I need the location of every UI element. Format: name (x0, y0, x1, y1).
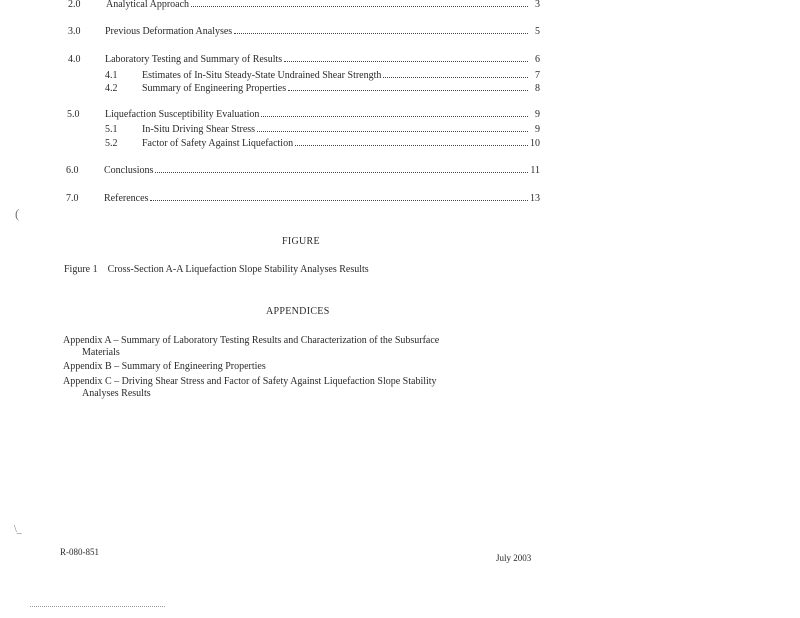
appendix-c-continuation: Analyses Results (82, 388, 151, 399)
document-number: R-080-851 (60, 547, 99, 557)
toc-number: 4.2 (105, 83, 118, 94)
toc-leader (295, 145, 528, 146)
appendix-c-line: Appendix C – Driving Shear Stress and Factor of Safety Against Liquefaction Slope Stability (63, 376, 437, 387)
toc-page: 13 (530, 193, 540, 204)
toc-number: 4.1 (105, 70, 118, 81)
toc-page: 9 (535, 109, 540, 120)
scan-artifact-line (30, 606, 165, 607)
toc-entry-5-1 (105, 124, 540, 136)
toc-page: 5 (535, 26, 540, 37)
toc-number: 6.0 (66, 165, 79, 176)
toc-entry-7-0 (66, 193, 540, 205)
figure-heading: FIGURE (282, 236, 320, 247)
toc-title: Analytical Approach (106, 0, 190, 10)
toc-number: 5.1 (105, 124, 118, 135)
toc-page: 3 (535, 0, 540, 10)
toc-entry-5-0 (67, 109, 540, 121)
toc-leader (261, 116, 528, 117)
toc-leader (234, 33, 528, 34)
toc-title: Factor of Safety Against Liquefaction (142, 138, 294, 149)
appendix-b-line: Appendix B – Summary of Engineering Properties (63, 361, 266, 372)
toc-title: Laboratory Testing and Summary of Results (105, 54, 283, 65)
toc-page: 6 (535, 54, 540, 65)
toc-page: 10 (530, 138, 540, 149)
toc-number: 5.2 (105, 138, 118, 149)
toc-number: 7.0 (66, 193, 79, 204)
toc-leader (155, 172, 528, 173)
toc-page: 8 (535, 83, 540, 94)
toc-entry-2-0 (68, 0, 540, 11)
toc-leader (383, 77, 528, 78)
toc-leader (288, 90, 528, 91)
toc-page: 9 (535, 124, 540, 135)
scan-mark: \_ (14, 524, 22, 535)
document-date: July 2003 (496, 553, 532, 563)
toc-title: References (104, 193, 149, 204)
toc-entry-4-0 (68, 54, 540, 66)
toc-number: 5.0 (67, 109, 80, 120)
toc-leader (284, 61, 528, 62)
toc-number: 2.0 (68, 0, 81, 10)
toc-leader (257, 131, 528, 132)
toc-entry-3-0 (68, 26, 540, 38)
appendices-heading: APPENDICES (266, 306, 330, 317)
toc-page: 11 (530, 165, 540, 176)
toc-title: Conclusions (104, 165, 154, 176)
toc-title: Summary of Engineering Properties (142, 83, 287, 94)
toc-leader (150, 200, 528, 201)
toc-entry-4-2 (105, 83, 540, 95)
scan-mark: ( (15, 206, 20, 221)
toc-entry-4-1 (105, 70, 540, 82)
appendix-a-line: Appendix A – Summary of Laboratory Testing Results and Characterization of the Subsurface (63, 335, 440, 346)
toc-entry-5-2 (105, 138, 540, 150)
toc-title: Estimates of In-Situ Steady-State Undrained Shear Strength (142, 70, 382, 81)
toc-page: 7 (535, 70, 540, 81)
toc-number: 4.0 (68, 54, 81, 65)
figure-entry: Figure 1 Cross-Section A-A Liquefaction Slope Stability Analyses Results (64, 264, 369, 275)
toc-title: In-Situ Driving Shear Stress (142, 124, 256, 135)
toc-entry-6-0 (66, 165, 540, 177)
toc-title: Previous Deformation Analyses (105, 26, 233, 37)
toc-number: 3.0 (68, 26, 81, 37)
appendix-a-continuation: Materials (82, 347, 120, 358)
toc-title: Liquefaction Susceptibility Evaluation (105, 109, 260, 120)
toc-leader (191, 6, 528, 7)
